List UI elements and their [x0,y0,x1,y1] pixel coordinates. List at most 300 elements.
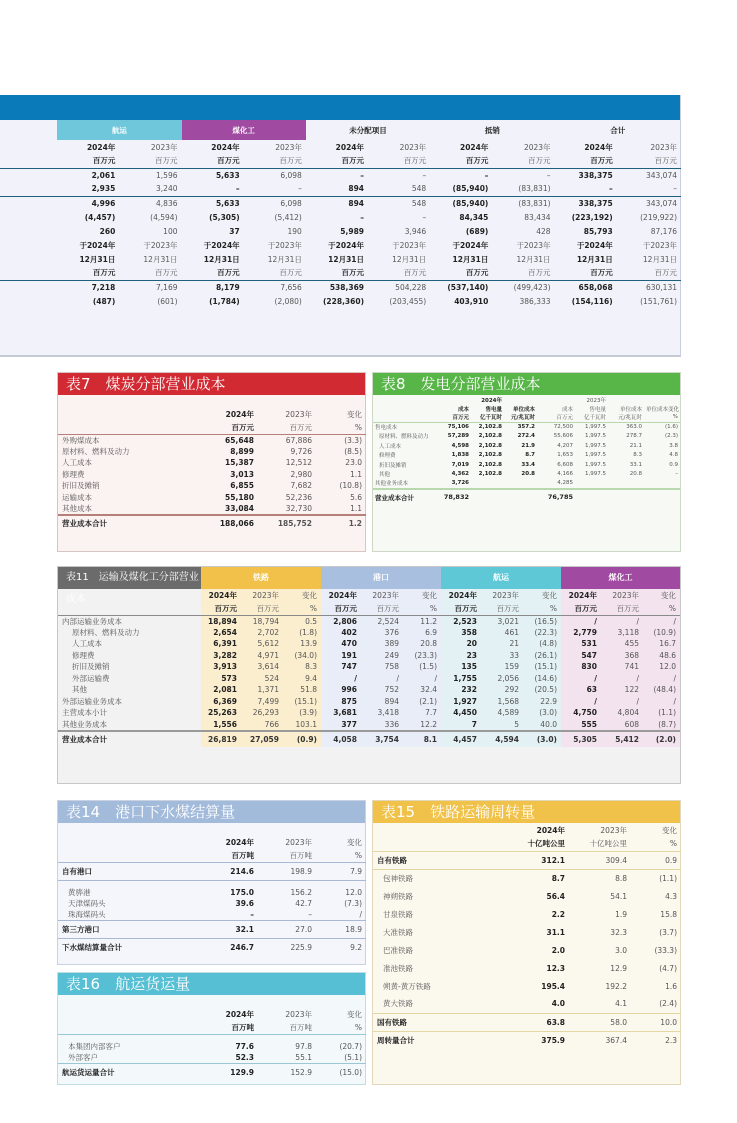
table-row [373,941,681,959]
segment-table [0,120,681,308]
value-cell: 4,450 [441,707,481,719]
date-header: 于2024年 [452,240,489,250]
row-label: 其他成本 [62,504,92,513]
column-header [441,395,471,404]
value-2023: 192.2 [605,981,627,991]
value-cell: 21.1 [629,442,642,449]
value-cell: 1,997.5 [585,442,606,449]
header-row [373,413,680,422]
row-label: 黄骅港 [58,880,208,898]
value-cell: 260 [99,226,116,236]
year-header-row [0,140,681,154]
value-cell: 389 [361,638,403,650]
table-title: 表14 港口下水煤结算量 [58,801,365,823]
value-cell: 55,606 [553,433,573,440]
value-cell: – [608,184,613,194]
value-2023: 12,512 [285,458,312,468]
value-cell: 630,131 [617,280,681,294]
column-header: 2023年 [586,397,606,404]
row-label: 原材料、燃料及动力 [72,627,140,637]
value-cell: 20.8 [403,638,441,650]
column-header: 变化 [347,410,362,419]
table-cell [0,224,57,238]
date-header: 12月31日 [392,254,427,264]
value-cell: 48.6 [643,650,680,662]
value-cell: – [298,184,302,194]
value-cell: 21.9 [521,442,535,449]
value-cell: 747 [321,661,361,673]
value-cell: / [601,696,643,708]
column-header: 成本 [561,406,573,413]
row-label: 准池铁路 [383,963,413,973]
value-cell: 363.0 [608,422,644,432]
column-header: 2024年 [321,589,361,602]
value-2024: 375.9 [503,1031,569,1049]
table-cell [0,238,57,252]
change-percent: (33.3) [654,945,677,955]
value-cell: 531 [561,638,601,650]
value-cell: 7,499 [241,696,283,708]
table-15-railway-turnover [372,800,681,1085]
change-percent: 7.9 [316,862,366,880]
change-percent: 1.1 [350,469,362,479]
value-cell: 27,059 [241,731,283,747]
table-row [58,515,366,531]
unit-header: 百万元 [403,268,427,278]
column-header: % [354,850,362,860]
table-row [373,460,680,470]
value-cell: 336 [361,719,403,731]
column-header: 2024年 [441,589,481,602]
table-row [58,684,680,696]
column-header: 变化 [347,838,362,847]
value-cell: (34.0) [283,650,321,662]
value-cell: 190 [287,226,302,236]
value-cell: 658,068 [555,280,617,294]
value-cell: – [368,168,430,182]
value-2024: 129.9 [208,1063,258,1081]
unit-header: 百万元 [654,156,677,166]
value-cell: 0.9 [669,461,678,468]
value-cell: 2,654 [201,627,241,639]
table-cell [373,413,441,422]
table-14-port-coal-volume [57,800,366,965]
date-header-row [0,238,681,252]
value-cell: (4.8) [523,638,561,650]
table-cell [58,1008,208,1021]
value-cell: 22.9 [523,696,561,708]
value-2024: 2.2 [551,909,565,919]
unit-header: 百万元 [465,156,489,166]
column-header: 售电量 [589,406,606,413]
value-cell: 83,434 [524,212,551,222]
value-cell [504,489,537,505]
value-cell: / [361,673,403,685]
year-header: 2024年 [459,142,489,152]
column-header: % [403,602,441,615]
row-label: 运输成本 [62,492,92,502]
column-header: 十亿吨公里 [589,839,627,849]
date-header-row [0,252,681,266]
table-row [373,869,681,887]
value-cell: 7 [441,719,481,731]
value-cell: 5,989 [340,226,365,236]
value-cell: 894 [306,196,368,210]
value-cell: 1,596 [119,168,181,182]
value-cell: 766 [241,719,283,731]
row-label: 其他业务成本 [375,481,409,488]
value-cell: 461 [481,627,523,639]
value-2024: 77.6 [208,1034,258,1052]
value-2023: 42.7 [295,898,312,908]
value-2023: 52,236 [285,492,312,502]
spacer-row [58,995,366,1008]
value-cell: 122 [601,684,643,696]
value-cell: 4,207 [557,442,573,449]
table-row [373,959,681,977]
date-header: 于2024年 [79,240,116,250]
value-cell: (601) [157,296,178,306]
date-header: 12月31日 [642,254,677,264]
column-header: 百万元 [441,602,481,615]
column-header [644,395,680,404]
value-cell: (223,192) [571,212,613,222]
value-cell: 455 [601,638,643,650]
value-2023: 9,726 [290,446,312,456]
change-percent: 5.6 [350,492,362,502]
segment-coal-chemical: 煤化工 [182,120,306,140]
column-header: 百万吨 [289,1022,312,1032]
table-cell [58,408,208,421]
value-cell [608,489,644,505]
value-cell: 78,832 [441,489,471,505]
row-label: 其他业务成本 [62,719,107,729]
value-cell: 20.8 [521,471,535,478]
row-label: 国有铁路 [373,1013,503,1031]
date-header: 于2023年 [516,240,551,250]
column-header: % [672,414,678,421]
table-row [58,731,680,747]
segment-shipping: 航运 [441,567,561,589]
value-cell: 2,081 [201,684,241,696]
column-header: 2023年 [285,1010,312,1019]
value-cell: 3,282 [201,650,241,662]
table-cell [58,421,208,434]
value-cell: (154,116) [571,296,613,306]
segment-elimination: 抵销 [484,125,500,135]
change-percent: (20.7) [316,1034,366,1052]
value-cell: 7,656 [244,280,306,294]
value-cell: 37 [229,226,240,236]
value-cell: 402 [321,627,361,639]
value-2024: 15,387 [225,458,254,468]
row-label: 修理费 [379,453,396,460]
value-cell: 75,106 [441,422,471,432]
value-cell: 403,910 [454,296,489,306]
value-cell: 548 [368,196,430,210]
column-header [537,395,575,404]
row-label: 折旧及摊销 [72,662,110,672]
unit-header: 百万元 [279,156,302,166]
table-row [58,1034,366,1052]
value-cell: 5,612 [241,638,283,650]
value-cell: 0.5 [283,615,321,627]
value-cell: – [673,184,677,194]
column-header: 单位成本变化 [646,406,680,413]
value-cell: (15.1) [283,696,321,708]
change-percent: (3.3) [316,434,366,446]
unit-header: 百万元 [465,268,489,278]
value-cell: 2,102.8 [478,433,502,440]
value-cell: 8.3 [283,661,321,673]
value-cell: 573 [201,673,241,685]
date-header: 12月31日 [203,254,240,264]
value-cell: 6.9 [403,627,441,639]
table-cell [0,280,57,294]
unit-header: 百万元 [528,268,551,278]
change-percent: 23.0 [345,458,362,468]
value-cell: / [643,673,680,685]
value-cell: 3,946 [404,226,427,236]
unit-header: 百万元 [217,156,240,166]
value-cell: 5,633 [182,168,244,182]
value-cell: 1,927 [441,696,481,708]
value-cell: 4,058 [321,731,361,747]
date-header: 12月31日 [79,254,116,264]
row-label: 主营成本小计 [62,708,107,718]
table-row [58,480,366,492]
value-cell: 16.7 [643,638,680,650]
column-header: 百万元 [321,602,361,615]
value-cell: 555 [561,719,601,731]
table-row [58,434,366,446]
column-header: 2023年 [285,838,312,847]
year-header: 2023年 [523,142,551,152]
value-cell: (5,412) [274,212,302,222]
year-header: 2023年 [275,142,302,152]
segment-coal-chemical: 煤化工 [561,567,680,589]
row-label: 外部运输业务成本 [62,696,122,706]
change-percent: 1.1 [350,504,362,513]
value-cell: 1,997.5 [575,422,608,432]
value-cell [504,479,537,489]
column-header: 十亿吨公里 [527,839,565,849]
value-cell: 343,074 [617,168,681,182]
column-header: 变化 [283,589,321,602]
value-cell: 3,614 [241,661,283,673]
value-cell: 4,457 [441,731,481,747]
value-cell: – [430,168,492,182]
value-cell: 63 [561,684,601,696]
table-row [373,479,680,489]
column-header: % [354,1022,362,1032]
value-cell: (8.7) [643,719,680,731]
value-cell: 232 [441,684,481,696]
table-title: 表16 航运货运量 [58,973,365,995]
unit-header: 百万元 [155,156,178,166]
value-2023: 185,752 [258,515,316,531]
column-header: 2024年 [225,838,254,847]
value-cell: 6,098 [244,168,306,182]
table-row [58,1052,366,1064]
change-percent: (15.0) [316,1063,366,1081]
value-cell: (4,594) [150,212,178,222]
value-cell: 2,524 [361,615,403,627]
value-cell: 33.1 [629,461,642,468]
value-cell: 9.4 [283,673,321,685]
table-row [58,696,680,708]
column-header: 变化 [643,589,680,602]
header-row [373,404,680,413]
row-label: 包神铁路 [373,869,503,887]
table-row [373,887,681,905]
value-cell: 758 [361,661,403,673]
value-2024: 312.1 [503,851,569,869]
date-header: 于2024年 [328,240,365,250]
column-header: 百万元 [452,415,469,422]
value-2023: 4.1 [615,999,627,1009]
year-header: 2023年 [399,142,427,152]
column-header: 百万元 [201,602,241,615]
row-label: 天津煤码头 [68,898,106,908]
value-cell: (2,080) [274,296,302,306]
column-header: 变化 [523,589,561,602]
unit-header: 百万元 [590,156,613,166]
value-2023: – [308,910,312,919]
table-cell [373,837,503,851]
table-cell [58,849,208,862]
unit-header: 百万元 [590,268,613,278]
value-cell: 20 [441,638,481,650]
value-cell: 7,169 [119,280,181,294]
value-cell: 377 [321,719,361,731]
table-row [0,168,681,182]
table-row [373,1013,681,1031]
row-label: 人工成本 [62,458,92,468]
header-row [58,602,680,615]
value-cell: (14.6) [523,673,561,685]
value-cell: (689) [465,226,489,236]
row-label: 外部客户 [68,1052,98,1062]
column-header: % [669,839,677,849]
value-2023: 12.9 [610,963,627,973]
column-header: 2024年 [225,1010,254,1019]
row-label: 本集团内部客户 [58,1034,208,1052]
value-cell: 524 [241,673,283,685]
value-cell: 25,263 [201,707,241,719]
value-cell: 470 [321,638,361,650]
date-header: 12月31日 [576,254,613,264]
header-row [58,1008,366,1021]
column-header [608,395,644,404]
value-cell: 33 [481,650,523,662]
value-cell: 3,021 [481,615,523,627]
value-cell: 547 [561,650,601,662]
value-2023: 225.9 [258,939,316,957]
value-cell: 40.0 [523,719,561,731]
row-label: 原材料、燃料及动力 [379,434,429,441]
table-row [58,880,366,898]
value-cell: 6,369 [201,696,241,708]
value-cell: 1,997.5 [585,433,606,440]
unit-header-row [0,266,681,280]
value-cell: 741 [601,661,643,673]
change-percent: (2.4) [659,999,677,1009]
row-label: 外购煤成本 [58,434,208,446]
change-percent: 1.6 [665,981,677,991]
value-cell: (85,940) [430,196,492,210]
table-row [58,898,366,910]
value-2024: 8,899 [230,446,254,456]
value-cell: 1,568 [481,696,523,708]
date-header: 12月31日 [267,254,302,264]
header-row [58,421,366,434]
value-cell: (487) [92,296,116,306]
table-row [373,1031,681,1049]
change-percent: 2.3 [631,1031,681,1049]
row-label: 人工成本 [72,639,102,649]
row-label: 其他 [72,685,87,695]
segment-railway: 铁路 [201,567,321,589]
value-cell: – [235,184,240,194]
value-2024: 33,084 [225,504,254,513]
column-header: 百万元 [481,602,523,615]
spacer-row [58,823,366,836]
column-header: 元/兆瓦时 [510,415,535,422]
column-header: 单位成本 [512,406,535,413]
value-cell: (4,457) [84,212,116,222]
value-cell: 3,118 [601,627,643,639]
value-cell: / [601,673,643,685]
column-header: 2024年 [561,589,601,602]
value-cell: – [422,212,427,222]
change-percent: 4.3 [665,891,677,901]
row-label: 修理费 [72,650,95,660]
unit-header: 百万元 [528,156,551,166]
value-cell: 12.0 [643,661,680,673]
table-title: 表7 煤炭分部营业成本 [58,373,365,395]
change-percent: 10.0 [631,1013,681,1031]
value-cell: (5,305) [209,212,240,222]
column-header: 百万吨 [231,850,254,860]
value-cell: 84,345 [459,212,489,222]
value-cell: 4,971 [241,650,283,662]
value-cell: 1,997.5 [585,461,606,468]
value-cell: (1.6) [644,422,680,432]
row-label: 其他 [379,472,391,479]
table-row [373,923,681,941]
value-cell: 51.8 [283,684,321,696]
value-cell: 1,997.5 [585,471,606,478]
value-2023: 58.0 [569,1013,631,1031]
row-label: 航运货运量合计 [58,1063,208,1081]
value-cell: / [643,615,680,627]
value-cell: 7,019 [451,461,469,468]
change-percent: (8.5) [344,446,362,456]
value-cell: / [561,615,601,627]
value-cell: (20.5) [523,684,561,696]
value-2023: 198.9 [258,862,316,880]
table-cell [373,395,441,404]
row-label: 人工成本 [379,443,402,450]
value-cell: (151,761) [640,296,677,306]
value-cell: 1,556 [201,719,241,731]
change-percent: 12.0 [316,880,366,898]
row-label: 营业成本合计 [58,515,208,531]
table-row [58,719,680,731]
value-cell: 6,391 [201,638,241,650]
value-cell: 33.4 [521,461,535,468]
